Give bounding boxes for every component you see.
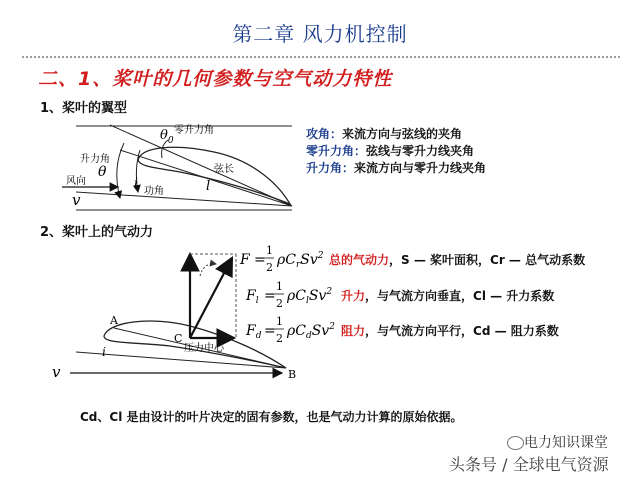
lift-force-description: 升力，与气流方向垂直，Cl — 升力系数: [341, 289, 555, 303]
rotation-dashed-arc: [200, 264, 216, 276]
pressure-center-label: 压力中心: [184, 343, 224, 354]
svg-text:ρClSv2: $\rho C_lSv^2$: [287, 287, 333, 306]
l-label: l: [206, 179, 211, 194]
equation-drag-force: [245, 315, 335, 345]
svg-text:=: =: [254, 252, 266, 268]
theta0-label: $\theta_0$: [160, 128, 174, 146]
i2-label: i: [102, 345, 106, 359]
svg-text:1: 1: [266, 244, 273, 257]
definition-attack-angle: 攻角：来流方向与弦线的夹角: [306, 127, 463, 141]
point-b-label: B: [288, 368, 297, 381]
svg-text:2: 2: [276, 297, 283, 310]
wechat-icon: [507, 436, 524, 450]
equation-total-force: [239, 244, 324, 274]
page-title: 第二章 风力机控制: [232, 22, 408, 46]
svg-text:ρCdSv2: $\rho C_dSv^2$: [287, 322, 335, 341]
point-a-label: A: [110, 314, 118, 327]
section-heading: 二、1、桨叶的几何参数与空气动力特性: [38, 68, 393, 90]
svg-text:2: 2: [276, 332, 283, 345]
total-force-arrow: [190, 258, 232, 338]
inflow-line: [76, 352, 286, 368]
coefficient-note: Cd、Cl 是由设计的叶片决定的固有参数，也是气动力计算的原始依据。: [80, 410, 463, 424]
airfoil-subheading: 1、桨叶的翼型: [40, 101, 128, 116]
svg-text:1: 1: [276, 315, 283, 328]
watermark-channel: 电力知识课堂: [524, 435, 608, 451]
zero-lift-angle-label: 零升力角: [174, 125, 214, 136]
i-label: i: [134, 176, 138, 190]
watermark-source: 头条号 / 全球电气资源: [449, 455, 609, 474]
velocity-v2-label: v: [52, 363, 61, 381]
chord-length-label: 弦长: [214, 164, 234, 175]
svg-text:ρCrSv2: $\rho C_rSv^2$: [277, 251, 324, 270]
svg-text:Fd: $F_d$: [246, 323, 262, 341]
velocity-v-label: v: [72, 191, 81, 209]
svg-text:1: 1: [276, 280, 283, 293]
point-c-label: C: [174, 332, 183, 345]
svg-text:=: =: [264, 288, 276, 304]
attack-angle-label: 功角: [144, 186, 164, 197]
svg-text:=: =: [264, 323, 276, 339]
definition-zero-lift-angle: 零升力角：弦线与零升力线夹角: [306, 144, 475, 158]
drag-force-description: 阻力，与气流方向平行，Cd — 阻力系数: [341, 324, 559, 338]
equation-lift-force: [245, 280, 332, 310]
wind-direction-label: 风向: [66, 176, 86, 187]
aero-force-subheading: 2、桨叶上的气动力: [40, 225, 154, 240]
total-force-description: 总的气动力，S — 桨叶面积，Cr — 总气动系数: [329, 253, 586, 267]
definition-lift-angle: 升力角：来流方向与零升力线夹角: [306, 161, 487, 175]
theta-label: θ: [98, 164, 107, 180]
svg-text:2: 2: [266, 261, 273, 274]
svg-text:Fl: $F_l$: [246, 288, 259, 306]
lift-angle-label: 升力角: [80, 154, 110, 165]
svg-text:F: F: [240, 252, 250, 268]
